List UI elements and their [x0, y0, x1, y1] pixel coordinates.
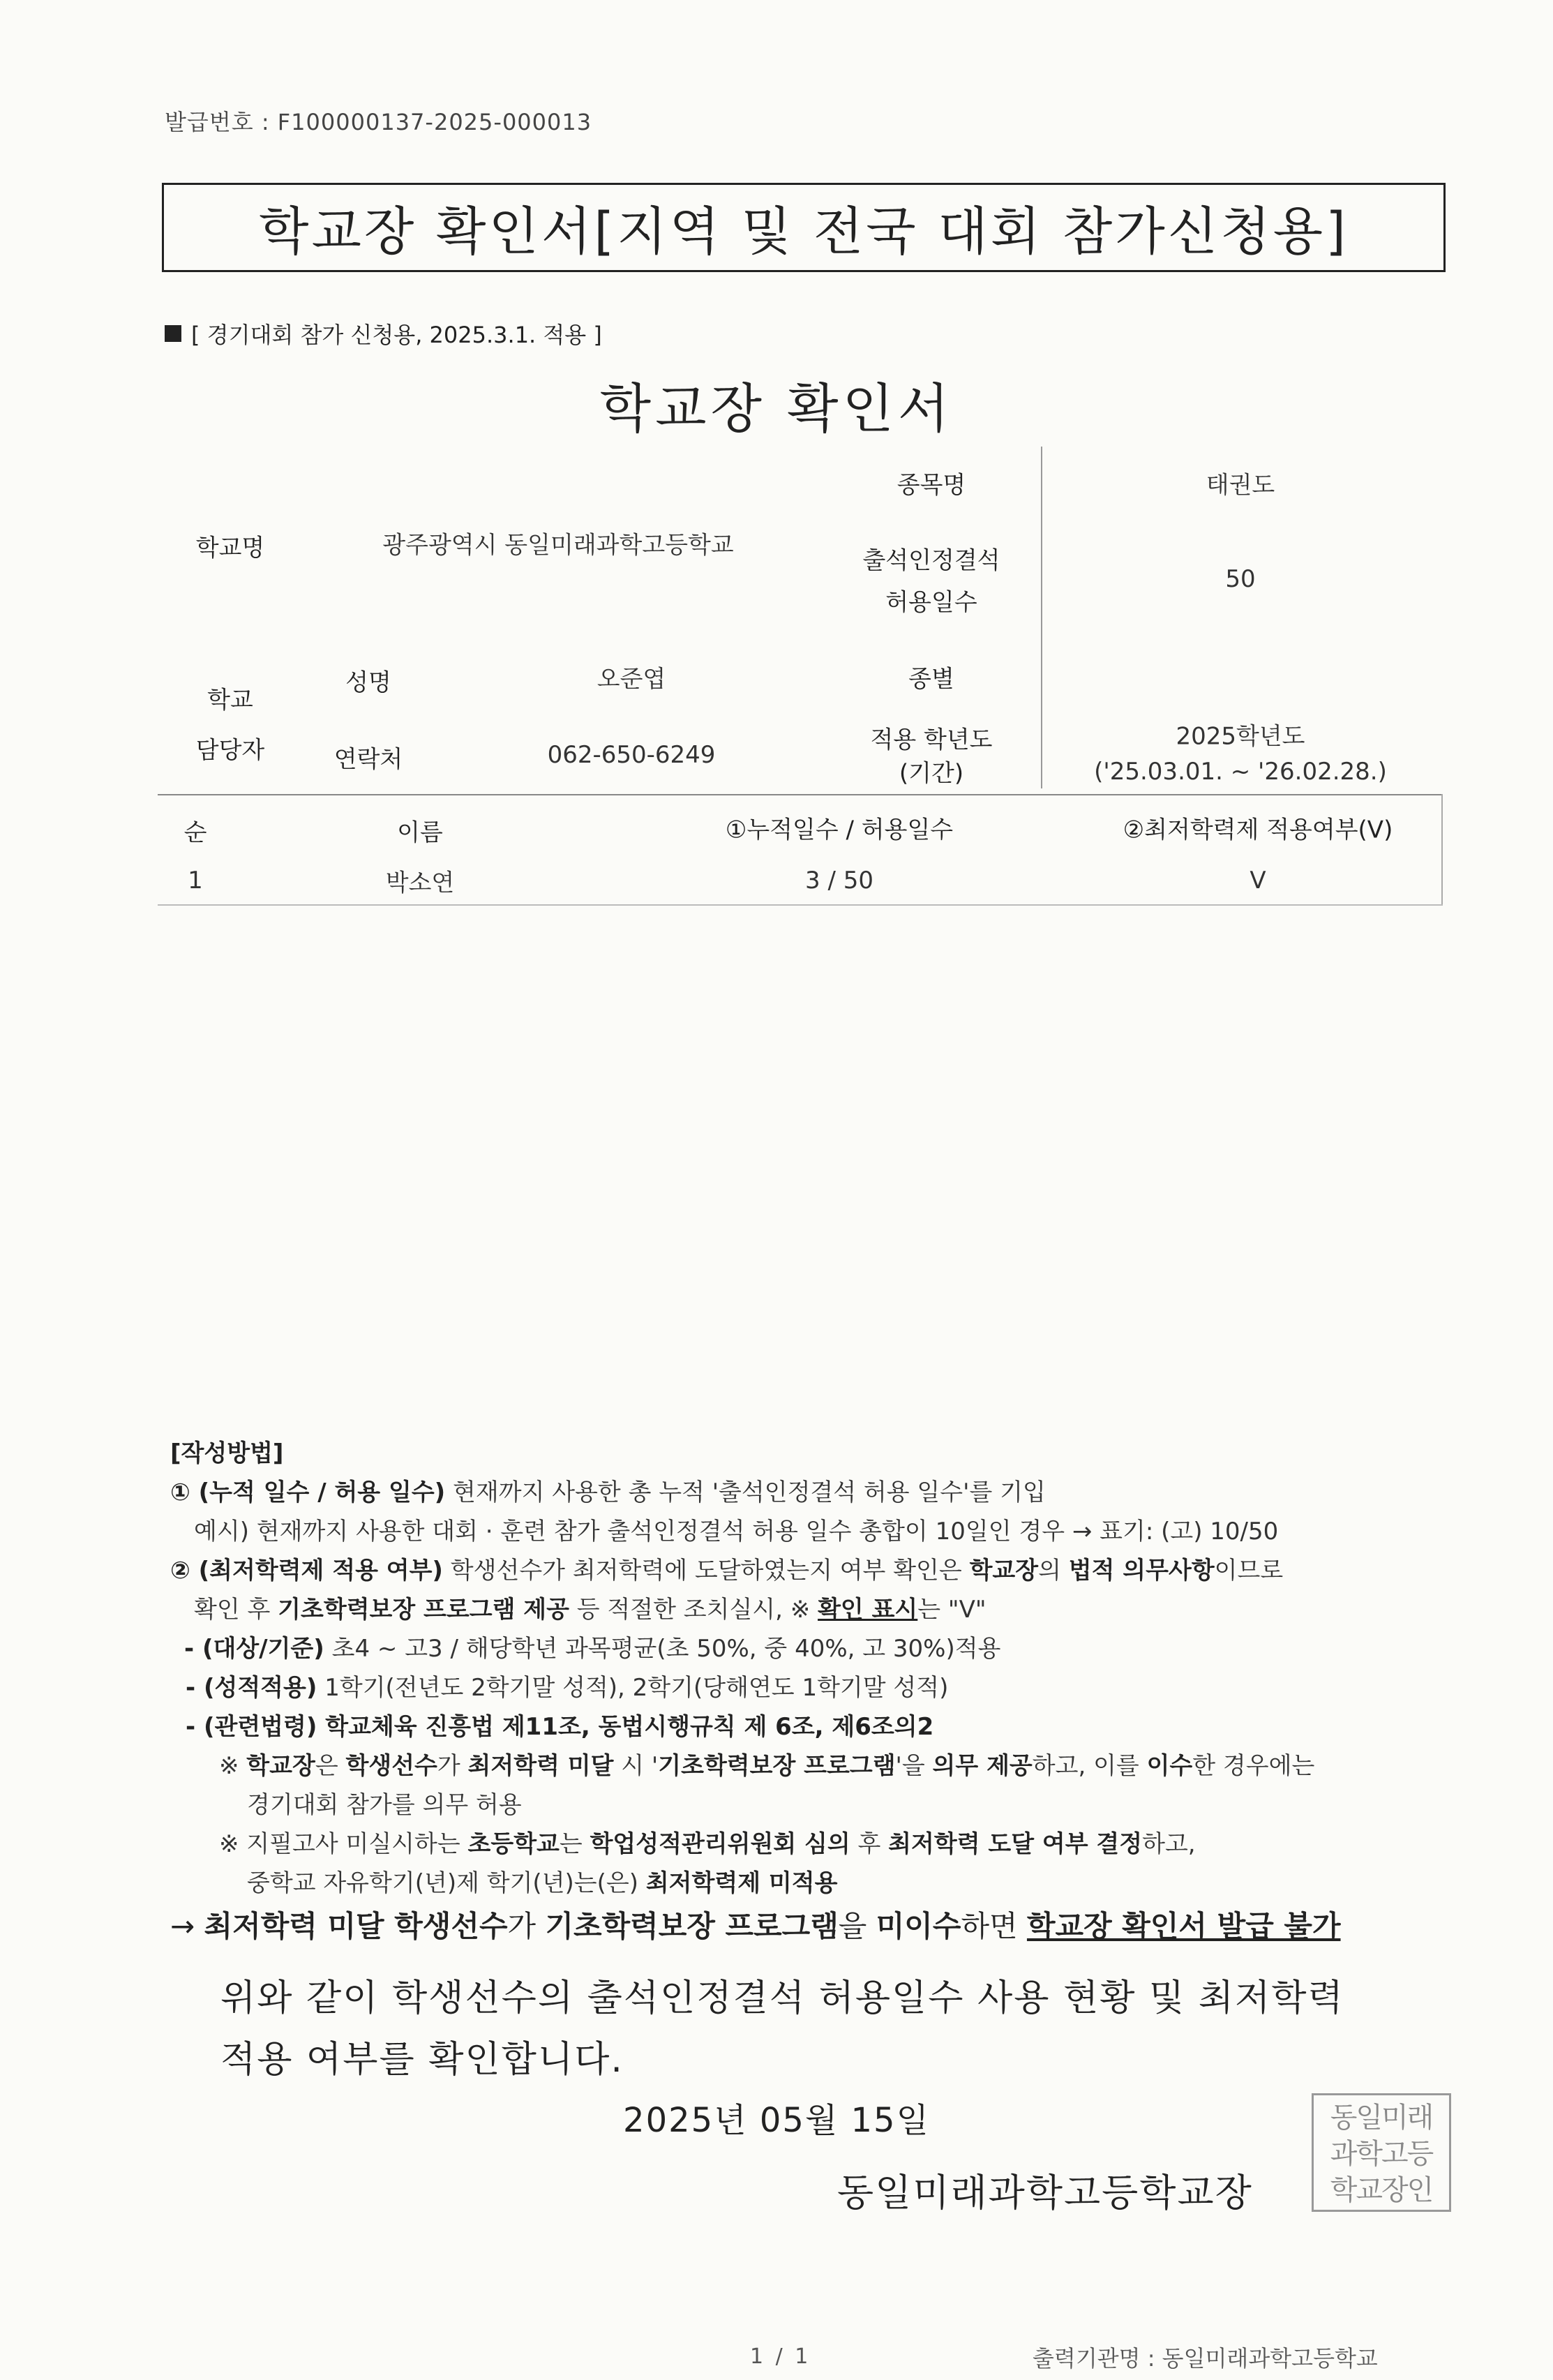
confirmation-text [220, 1968, 1344, 2090]
note-law: - (관련법령) 학교체육 진흥법 제11조, 동법시행규칙 제 6조, 제6조의2 [186, 1713, 934, 1741]
year-label-1: 적용 학년도 [870, 726, 993, 754]
confirmation-line-2: 적용 여부를 확인합니다. [220, 2039, 624, 2081]
col-header-days: ①누적일수 / 허용일수 [725, 816, 954, 844]
school-name-value: 광주광역시 동일미래과학고등학교 [382, 531, 734, 560]
note-mark-1-line-2: 경기대회 참가를 의무 허용 [247, 1791, 522, 1819]
contact-label-2: 담당자 [195, 736, 265, 765]
name-value: 오준엽 [597, 665, 666, 694]
category-label: 종별 [908, 665, 954, 694]
row-min-grade: V [1250, 867, 1266, 895]
issue-number: 발급번호 : F100000137-2025-000013 [165, 109, 592, 135]
table-top-border [158, 794, 1443, 795]
info-divider [1041, 447, 1042, 788]
sport-value: 태권도 [1206, 471, 1275, 500]
phone-label: 연락처 [333, 745, 403, 774]
phone-value: 062-650-6249 [547, 741, 716, 769]
allowed-days-label-2: 허용일수 [885, 588, 977, 617]
col-header-name: 이름 [397, 818, 443, 847]
school-seal: 동일미래 과학고등 학교장인 [1312, 2093, 1451, 2212]
allowed-days-label-1: 출석인정결석 [862, 546, 1000, 575]
page-number: 1 / 1 [750, 2344, 811, 2369]
printer-info: 출력기관명 : 동일미래과학고등학교 [1033, 2345, 1378, 2372]
note-grade-apply: - (성적적용) 1학기(전년도 2학기말 성적), 2학기(당해연도 1학기말 성적) [186, 1674, 949, 1702]
sport-label: 종목명 [896, 471, 966, 500]
note-mark-2-line-2: 중학교 자유학기(년)제 학기(년)는(은) 최저학력제 미적용 [247, 1869, 838, 1897]
row-name: 박소연 [385, 869, 455, 897]
name-label: 성명 [345, 668, 391, 697]
col-header-no: 순 [183, 818, 207, 847]
note-arrow: → 최저학력 미달 학생선수가 기초학력보장 프로그램을 미이수하면 학교장 확인서 발급 불가 [170, 1909, 1341, 1943]
note-2-line-2: 확인 후 기초학력보장 프로그램 제공 등 적절한 조치실시, ※ 확인 표시는 "V" [194, 1596, 986, 1624]
school-name-label: 학교명 [195, 534, 265, 562]
note-1: ① (누적 일수 / 허용 일수) 현재까지 사용한 총 누적 '출석인정결석 허용 일수'를 기입 [170, 1479, 1046, 1506]
col-header-min-grade: ②최저학력제 적용여부(V) [1123, 816, 1393, 844]
year-value: 2025학년도 [1176, 722, 1305, 751]
confirmation-line-1: 위와 같이 학생선수의 출석인정결석 허용일수 사용 현황 및 최저학력 [220, 1977, 1344, 2019]
year-label-2: (기간) [899, 759, 964, 788]
note-mark-1: ※ 학교장은 학생선수가 최저학력 미달 시 '기초학력보장 프로그램'을 의무 제공하고, 이를 이수한 경우에는 [219, 1752, 1315, 1780]
subtitle: [ 경기대회 참가 신청용, 2025.3.1. 적용 ] [191, 322, 602, 348]
period-value: ('25.03.01. ~ '26.02.28.) [1094, 758, 1387, 786]
issue-date: 2025년 05월 15일 [623, 2101, 930, 2140]
note-mark-2: ※ 지필고사 미실시하는 초등학교는 학업성적관리위원회 심의 후 최저학력 도달 여부 결정하고, [219, 1830, 1196, 1858]
writing-instructions [170, 1434, 1447, 1946]
row-no: 1 [188, 867, 203, 895]
principal-name: 동일미래과학고등학교장 [837, 2171, 1253, 2215]
square-bullet-icon [165, 325, 181, 342]
note-2: ② (최저학력제 적용 여부) 학생선수가 최저학력에 도달하였는지 여부 확인은 학교장의 법적 의무사항이므로 [170, 1557, 1284, 1585]
subtitle-line [165, 317, 602, 350]
main-title: 학교장 확인서[지역 및 전국 대회 참가신청용] [162, 183, 1446, 272]
notes-title: [작성방법] [170, 1439, 284, 1467]
table-right-border [1441, 794, 1443, 906]
note-1-example: 예시) 현재까지 사용한 대회 · 훈련 참가 출석인정결석 허용 일수 총합이 10일인 경우 → 표기: (고) 10/50 [194, 1518, 1279, 1545]
note-target: - (대상/기준) 초4 ~ 고3 / 해당학년 과목평균(초 50%, 중 40%, 고 30%)적용 [184, 1635, 1001, 1663]
contact-label-1: 학교 [207, 686, 253, 714]
document-heading: 학교장 확인서 [599, 377, 954, 440]
allowed-days-value: 50 [1225, 565, 1256, 593]
table-bottom-border [158, 904, 1443, 906]
row-days: 3 / 50 [805, 867, 873, 895]
